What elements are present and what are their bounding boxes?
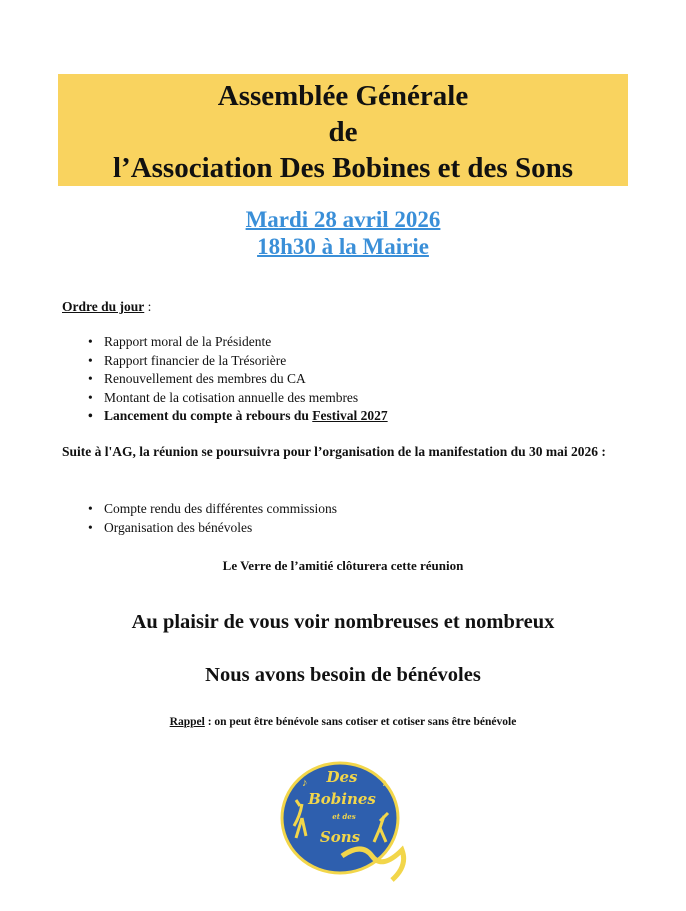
event-date: Mardi 28 avril 2026 <box>245 207 441 232</box>
logo-text-2: Bobines <box>308 790 376 808</box>
logo-text-4: Sons <box>319 828 361 846</box>
logo-text-3: et des <box>332 812 356 821</box>
agenda-item-text: Lancement du compte à rebours du <box>104 408 313 424</box>
event-time-place: 18h30 à la Mairie <box>257 234 429 259</box>
agenda-item: • Rapport financier de la Trésorière <box>62 352 388 371</box>
event-datetime <box>0 206 686 260</box>
agenda-item: • Renouvellement des membres du CA <box>62 370 388 389</box>
reminder <box>0 716 686 728</box>
followup-text: Suite à l'AG, la réunion se poursuivra pour l’organisation de la manifestation du 30 mai 2026 : <box>62 444 606 459</box>
agenda-heading <box>62 298 151 317</box>
logo-text-1: Des <box>326 768 358 786</box>
agenda-item: • Montant de la cotisation annuelle des membres <box>62 389 388 408</box>
followup-item: • Compte rendu des différentes commissions <box>62 500 337 519</box>
followup-list <box>62 500 337 537</box>
reminder-label: Rappel <box>169 716 205 728</box>
agenda-heading-label: Ordre du jour <box>62 299 145 314</box>
agenda-item-festival <box>62 407 388 426</box>
agenda-item: • Rapport moral de la Présidente <box>62 333 388 352</box>
followup-item: • Organisation des bénévoles <box>62 519 337 538</box>
title-banner <box>58 74 628 186</box>
volunteers-message: Nous avons besoin de bénévoles <box>205 664 481 686</box>
title-line-2: de <box>328 116 358 148</box>
festival-label: Festival 2027 <box>312 408 388 424</box>
closing-note: Le Verre de l’amitié clôturera cette réunion <box>222 558 464 573</box>
music-note-icon: ♪ <box>302 777 308 789</box>
agenda-heading-colon: : <box>144 299 152 314</box>
association-logo <box>272 756 417 891</box>
invite-message: Au plaisir de vous voir nombreuses et nombreux <box>131 611 555 633</box>
title-line-1: Assemblée Générale <box>217 80 469 112</box>
reminder-text: : on peut être bénévole sans cotiser et cotiser sans être bénévole <box>204 716 517 728</box>
music-note-icon: ♪ <box>382 777 388 789</box>
agenda-list <box>62 333 388 426</box>
title-line-3: l’Association Des Bobines et des Sons <box>112 152 574 184</box>
